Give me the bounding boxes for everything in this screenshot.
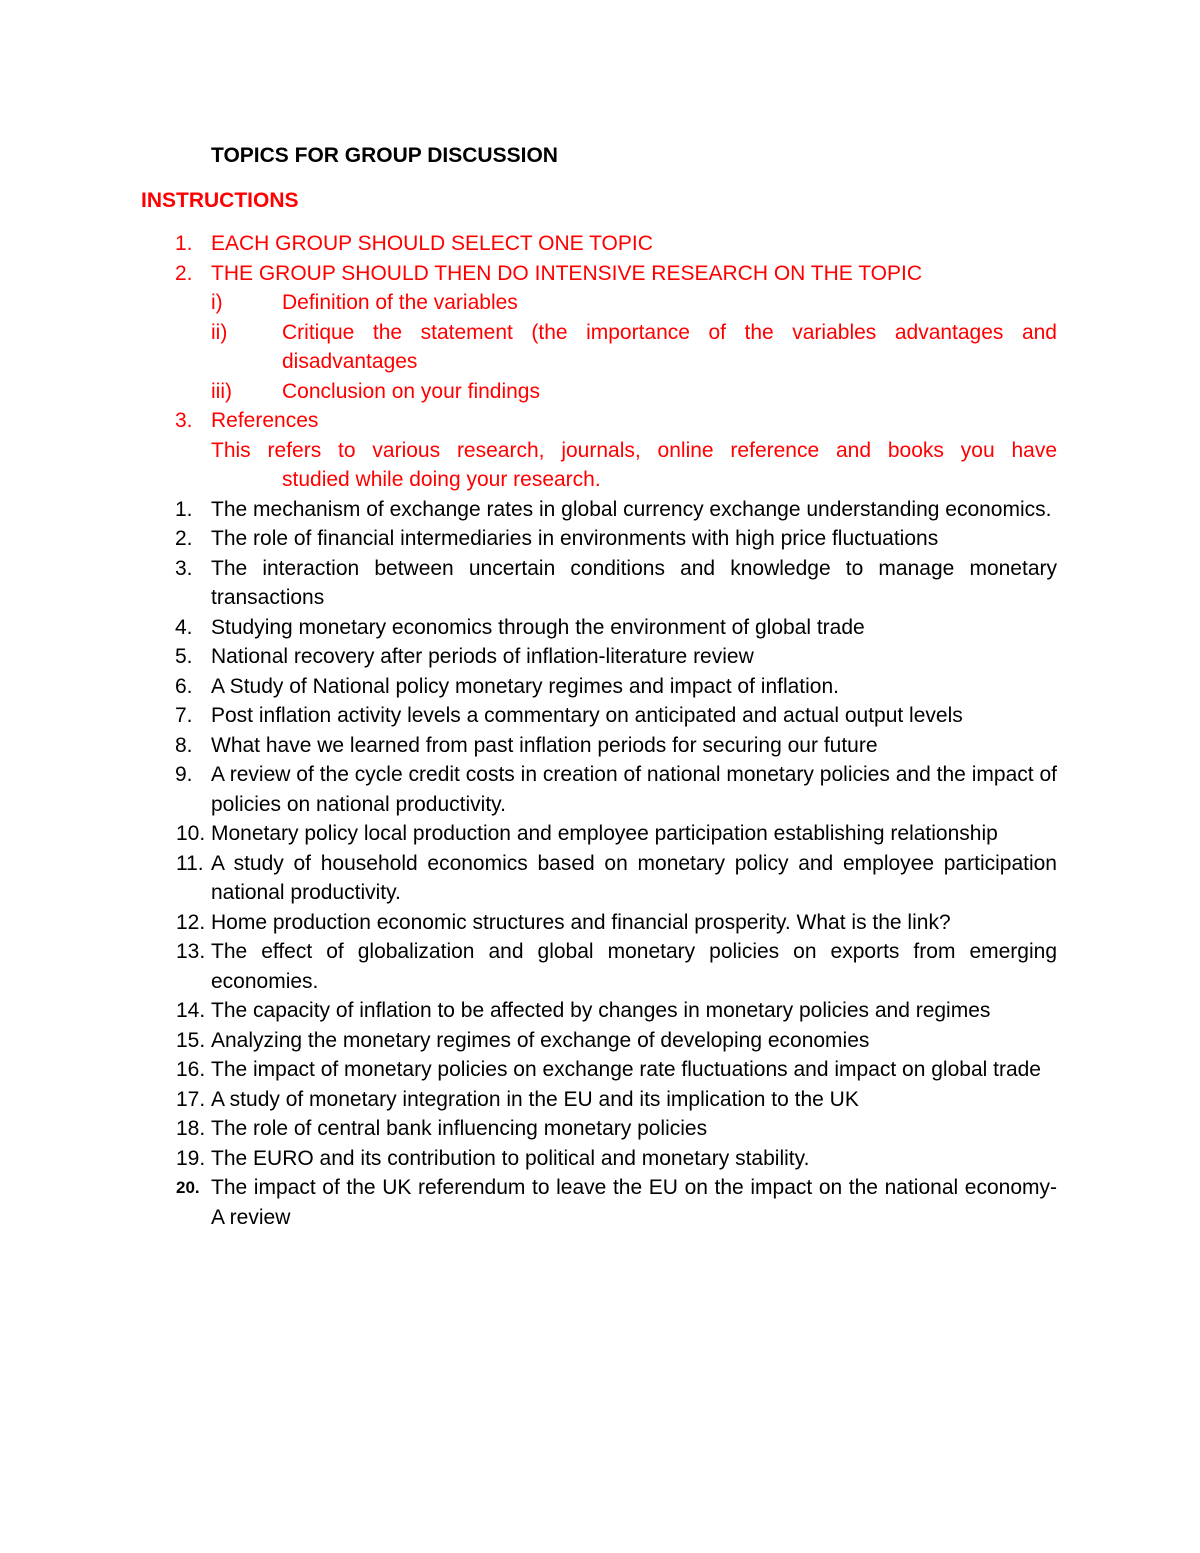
references-number: 3. xyxy=(175,409,193,432)
topic-text: The impact of the UK referendum to leave the EU on the impact on the national economy- A review xyxy=(211,1176,1057,1229)
topic-text: The EURO and its contribution to political and monetary stability. xyxy=(211,1146,810,1170)
sub-instruction-text: Definition of the variables xyxy=(282,291,518,314)
references-body-line1: This refers to various research, journals, online reference and books you have xyxy=(211,438,1057,462)
topic-item xyxy=(0,1085,1200,1115)
instruction-number: 2. xyxy=(175,261,193,285)
topic-text: A review of the cycle credit costs in creation of national monetary policies and the impact of policies on national productivity. xyxy=(211,763,1057,816)
topic-number: 15. xyxy=(176,1028,206,1052)
topic-number: 13. xyxy=(176,940,206,963)
topic-text: The capacity of inflation to be affected by changes in monetary policies and regimes xyxy=(211,999,991,1022)
topic-item xyxy=(0,731,1200,761)
topic-text: The impact of monetary policies on exchange rate fluctuations and impact on global trade xyxy=(211,1058,1041,1081)
references-body-line2: studied while doing your research. xyxy=(282,468,601,491)
topic-item xyxy=(0,1114,1200,1144)
topic-text: Monetary policy local production and employee participation establishing relationship xyxy=(211,822,998,845)
topic-item xyxy=(0,849,1200,908)
topic-text: The interaction between uncertain conditions and knowledge to manage monetary transactions xyxy=(211,556,1057,609)
topic-number: 14. xyxy=(176,999,206,1022)
page-title: TOPICS FOR GROUP DISCUSSION xyxy=(211,144,558,167)
topic-text: A Study of National policy monetary regimes and impact of inflation. xyxy=(211,674,839,698)
sub-instruction-item xyxy=(0,318,1200,377)
topic-number: 5. xyxy=(175,645,193,668)
topic-number: 2. xyxy=(175,527,193,550)
sub-instruction-text: Conclusion on your findings xyxy=(282,379,540,403)
topic-number: 4. xyxy=(175,615,193,639)
topic-number: 12. xyxy=(176,910,206,934)
sub-instruction-number: i) xyxy=(211,291,223,314)
sub-instruction-number: iii) xyxy=(211,379,232,403)
topic-item xyxy=(0,1173,1200,1232)
instruction-text: THE GROUP SHOULD THEN DO INTENSIVE RESEARCH ON THE TOPIC xyxy=(211,261,923,285)
topic-text: What have we learned from past inflation periods for securing our future xyxy=(211,733,878,757)
topic-item xyxy=(0,524,1200,554)
topic-text: The mechanism of exchange rates in global currency exchange understanding economics. xyxy=(211,497,1052,521)
topic-number: 11. xyxy=(176,851,204,875)
sub-instruction-number: ii) xyxy=(211,320,228,344)
topic-text: National recovery after periods of inflation-literature review xyxy=(211,645,754,668)
instruction-text: EACH GROUP SHOULD SELECT ONE TOPIC xyxy=(211,232,653,255)
topic-number: 3. xyxy=(175,556,193,580)
topic-number: 19. xyxy=(176,1146,206,1170)
topic-text: Analyzing the monetary regimes of exchange of developing economies xyxy=(211,1028,870,1052)
topic-item xyxy=(0,996,1200,1026)
topic-number: 20. xyxy=(176,1178,200,1197)
references-label: References xyxy=(211,409,319,432)
topic-text: The role of central bank influencing monetary policies xyxy=(211,1117,708,1140)
topic-text: Post inflation activity levels a commentary on anticipated and actual output levels xyxy=(211,704,963,727)
topic-text: The effect of globalization and global monetary policies on exports from emerging economies. xyxy=(211,940,1057,993)
sub-instruction-text: Critique the statement (the importance of the variables advantages and disadvantages xyxy=(282,320,1057,373)
topic-number: 16. xyxy=(176,1058,206,1081)
topic-number: 17. xyxy=(176,1087,206,1111)
instruction-number: 1. xyxy=(175,232,193,255)
sub-instruction-item xyxy=(0,288,1200,318)
topic-number: 6. xyxy=(175,674,193,698)
instructions-and-topics-list xyxy=(0,229,1200,1232)
topic-text: Home production economic structures and financial prosperity. What is the link? xyxy=(211,910,951,934)
topic-item xyxy=(0,1026,1200,1056)
sub-instruction-item xyxy=(0,377,1200,407)
topic-item xyxy=(0,554,1200,613)
topic-text: A study of household economics based on monetary policy and employee participation national productivity. xyxy=(211,851,1057,904)
topic-item xyxy=(0,908,1200,938)
topic-item xyxy=(0,672,1200,702)
topic-number: 18. xyxy=(176,1117,206,1140)
topic-text: Studying monetary economics through the environment of global trade xyxy=(211,615,865,639)
topic-item xyxy=(0,937,1200,996)
instruction-item xyxy=(0,229,1200,259)
instructions-heading: INSTRUCTIONS xyxy=(141,189,299,212)
topic-item xyxy=(0,642,1200,672)
topic-item xyxy=(0,1144,1200,1174)
topic-number: 10. xyxy=(176,822,206,845)
references-description xyxy=(0,436,1200,495)
topic-item xyxy=(0,760,1200,819)
topic-item xyxy=(0,1055,1200,1085)
topic-number: 9. xyxy=(175,763,193,786)
topic-text: The role of financial intermediaries in environments with high price fluctuations xyxy=(211,527,939,550)
topic-item xyxy=(0,613,1200,643)
topic-item xyxy=(0,701,1200,731)
topic-number: 7. xyxy=(175,704,193,727)
topic-number: 1. xyxy=(175,497,193,521)
topic-item xyxy=(0,495,1200,525)
instruction-item xyxy=(0,259,1200,289)
topic-number: 8. xyxy=(175,733,193,757)
topic-text: A study of monetary integration in the EU and its implication to the UK xyxy=(211,1087,859,1111)
topic-item xyxy=(0,819,1200,849)
references-item xyxy=(0,406,1200,436)
